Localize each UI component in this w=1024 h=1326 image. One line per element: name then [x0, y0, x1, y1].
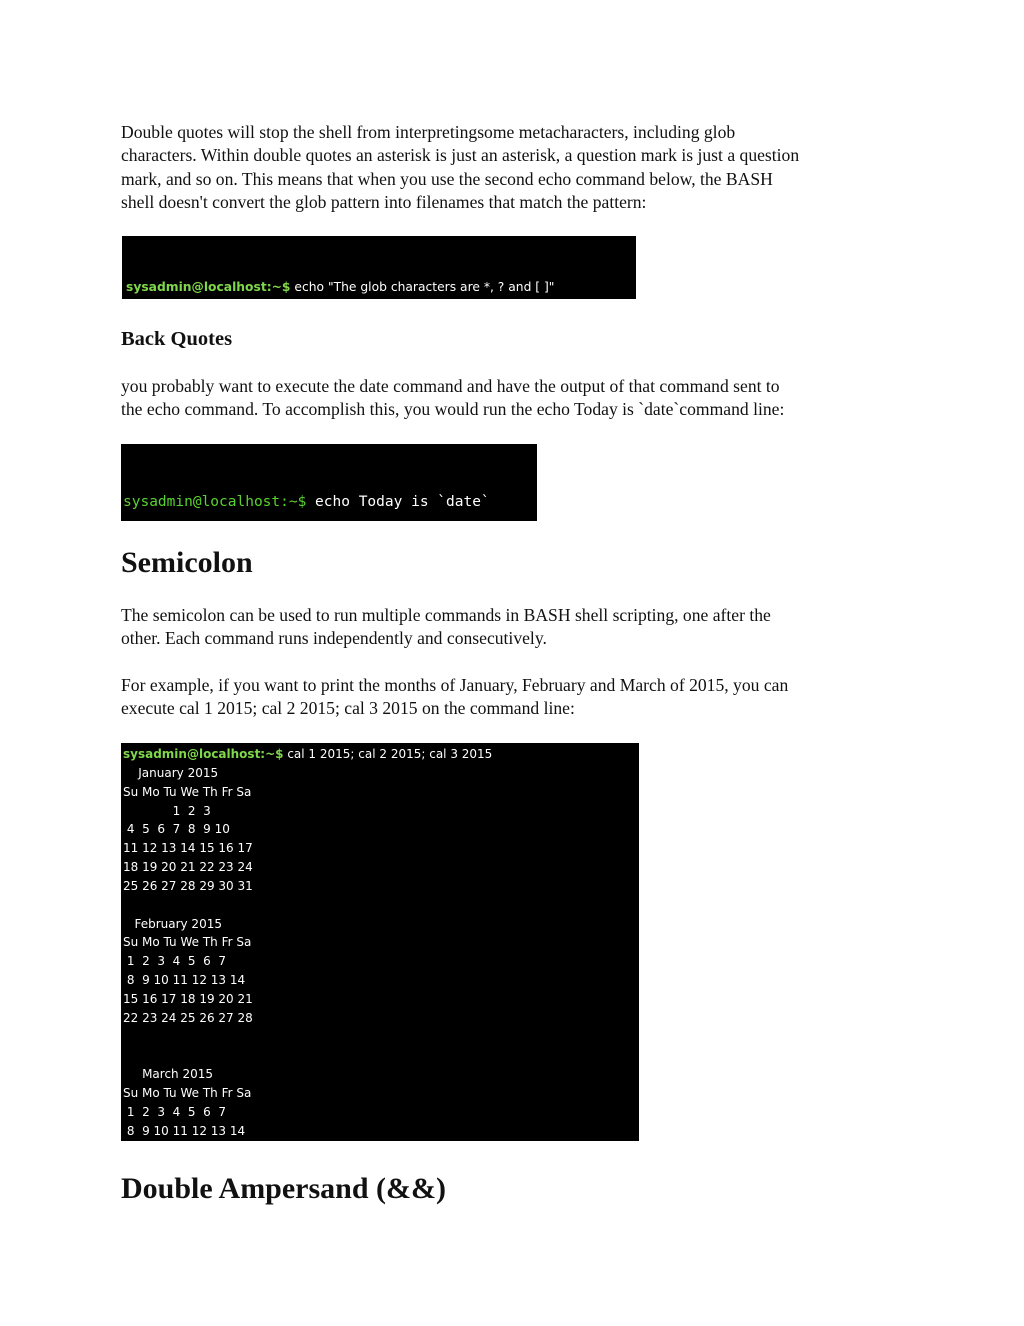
- paragraph-line: For example, if you want to print the months of January, February and March of 2015, you can: [121, 675, 789, 695]
- terminal-output: Su Mo Tu We Th Fr Sa: [123, 1086, 252, 1101]
- terminal-command: echo "The glob characters are *, ? and [ ]": [290, 280, 555, 294]
- terminal-line: [123, 1084, 639, 1103]
- terminal-output: Su Mo Tu We Th Fr Sa: [123, 935, 252, 950]
- intro-line: shell doesn't convert the glob pattern into filenames that match the pattern:: [121, 191, 647, 212]
- terminal-command: echo Today is `date`: [306, 494, 490, 510]
- terminal-line: [123, 1122, 639, 1141]
- terminal-output: 8 9 10 11 12 13 14: [123, 973, 246, 988]
- terminal-line: [123, 745, 639, 764]
- terminal-command: cal 1 2015; cal 2 2015; cal 3 2015: [283, 747, 493, 761]
- terminal-line: [123, 1103, 639, 1122]
- terminal-prompt: sysadmin@localhost:~$: [123, 494, 307, 510]
- terminal-line: [123, 764, 639, 783]
- terminal-output: Su Mo Tu We Th Fr Sa: [123, 784, 252, 799]
- terminal-line: [123, 802, 639, 821]
- terminal-line: [126, 278, 636, 297]
- terminal-output: 22 23 24 25 26 27 28: [123, 1010, 253, 1025]
- terminal-line: [123, 783, 639, 802]
- terminal-line: [123, 877, 639, 896]
- back-quotes-heading: Back Quotes: [121, 328, 233, 350]
- paragraph-line: the echo command. To accomplish this, you would run the echo Today is `date`command line:: [121, 399, 785, 420]
- terminal-line: [123, 1047, 639, 1066]
- intro-paragraph: [121, 121, 911, 214]
- paragraph-line: you probably want to execute the date command and have the output of that command sent to: [121, 376, 780, 396]
- back-quotes-paragraph: [121, 375, 911, 422]
- terminal-output: February 2015: [123, 916, 222, 931]
- terminal-line: [123, 1028, 639, 1047]
- terminal-output: January 2015: [123, 765, 219, 780]
- terminal-line: [123, 915, 639, 934]
- intro-line: mark, and so on. This means that when you use the second echo command below, the BASH: [121, 168, 773, 189]
- terminal-screenshot-echo-date: [121, 444, 537, 521]
- terminal-output: [123, 898, 127, 912]
- terminal-line: [123, 952, 639, 971]
- terminal-output: 1 2 3 4 5 6 7: [123, 954, 227, 969]
- terminal-line: [123, 491, 537, 514]
- paragraph-line: execute cal 1 2015; cal 2 2015; cal 3 2015 on the command line:: [121, 698, 575, 719]
- terminal-line: [123, 896, 639, 915]
- terminal-output: 1 2 3: [123, 803, 211, 818]
- terminal-output: [123, 1049, 127, 1063]
- terminal-output: 8 9 10 11 12 13 14: [123, 1123, 246, 1138]
- terminal-output: [123, 1030, 127, 1044]
- intro-line: characters. Within double quotes an asterisk is just an asterisk, a question mark is just a question: [121, 145, 800, 166]
- terminal-output: 25 26 27 28 29 30 31: [123, 878, 253, 893]
- semicolon-paragraph-1: [121, 604, 911, 651]
- double-ampersand-heading: Double Ampersand (&&): [121, 1172, 447, 1205]
- terminal-line: [123, 820, 639, 839]
- terminal-output: 1 2 3 4 5 6 7: [123, 1105, 227, 1120]
- terminal-line: [123, 1009, 639, 1028]
- terminal-output: 18 19 20 21 22 23 24: [123, 860, 253, 875]
- terminal-output: 15 16 17 18 19 20 21: [123, 991, 253, 1006]
- terminal-line: [123, 1065, 639, 1084]
- terminal-line: [123, 839, 639, 858]
- terminal-line: [123, 858, 639, 877]
- terminal-output: 11 12 13 14 15 16 17: [123, 841, 253, 856]
- paragraph-line: other. Each command runs independently and consecutively.: [121, 628, 547, 649]
- terminal-prompt: sysadmin@localhost:~$: [126, 280, 291, 294]
- terminal-screenshot-cal: [121, 743, 639, 1141]
- terminal-output: March 2015: [123, 1067, 214, 1082]
- terminal-screenshot-echo-glob: [122, 236, 636, 299]
- intro-line: Double quotes will stop the shell from interpretingsome metacharacters, including glob: [121, 122, 736, 142]
- semicolon-heading: Semicolon: [121, 546, 253, 579]
- terminal-line: [123, 933, 639, 952]
- terminal-line: [123, 971, 639, 990]
- semicolon-paragraph-2: [121, 674, 911, 721]
- terminal-prompt: sysadmin@localhost:~$: [123, 747, 284, 761]
- paragraph-line: The semicolon can be used to run multiple commands in BASH shell scripting, one after the: [121, 605, 771, 625]
- terminal-output: 4 5 6 7 8 9 10: [123, 822, 230, 837]
- terminal-line: [123, 990, 639, 1009]
